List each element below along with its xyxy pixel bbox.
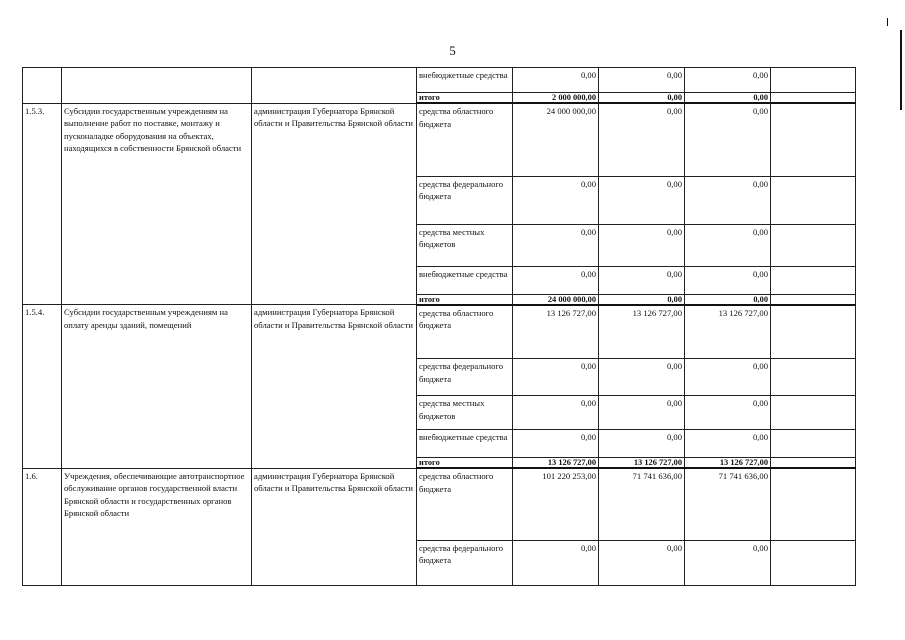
empty-cell — [771, 540, 856, 585]
executor-cell — [252, 68, 417, 104]
empty-cell — [771, 396, 856, 430]
total-amount: 13 126 727,00 — [599, 458, 685, 469]
amount-cell: 0,00 — [513, 430, 599, 458]
amount-cell: 71 741 636,00 — [599, 468, 685, 540]
amount-cell: 0,00 — [685, 224, 771, 266]
scan-margin-mark — [900, 30, 902, 110]
executor-cell: администрация Губернатора Брянской области и Правительства Брянской области — [252, 305, 417, 469]
amount-cell: 0,00 — [513, 224, 599, 266]
total-amount: 0,00 — [599, 93, 685, 104]
source-label: средства федерального бюджета — [417, 176, 513, 224]
description-cell: Субсидии государственным учреждениям на оплату аренды зданий, помещений — [62, 305, 252, 469]
source-label: средства областного бюджета — [417, 103, 513, 176]
code-cell — [23, 68, 62, 104]
amount-cell: 0,00 — [685, 103, 771, 176]
amount-cell: 101 220 253,00 — [513, 468, 599, 540]
amount-cell: 13 126 727,00 — [599, 305, 685, 359]
empty-cell — [771, 468, 856, 540]
amount-cell: 0,00 — [599, 540, 685, 585]
total-label: итого — [417, 294, 513, 305]
source-label: внебюджетные средства — [417, 266, 513, 294]
amount-cell: 13 126 727,00 — [513, 305, 599, 359]
amount-cell: 13 126 727,00 — [685, 305, 771, 359]
table-row — [23, 468, 856, 540]
amount-cell: 0,00 — [513, 359, 599, 396]
total-amount: 0,00 — [685, 93, 771, 104]
amount-cell: 0,00 — [599, 176, 685, 224]
empty-cell — [771, 93, 856, 104]
amount-cell: 0,00 — [685, 430, 771, 458]
description-cell: Учреждения, обеспечивающие автотранспортное обслуживание органов государственной власти Брянской области и государственных органов Брянской области — [62, 468, 252, 585]
amount-cell: 0,00 — [599, 396, 685, 430]
table-row — [23, 103, 856, 176]
amount-cell: 0,00 — [599, 359, 685, 396]
source-label: внебюджетные средства — [417, 68, 513, 93]
amount-cell: 0,00 — [599, 266, 685, 294]
code-cell: 1.6. — [23, 468, 62, 585]
budget-table — [22, 67, 856, 586]
amount-cell: 0,00 — [513, 396, 599, 430]
empty-cell — [771, 458, 856, 469]
total-amount: 0,00 — [599, 294, 685, 305]
empty-cell — [771, 176, 856, 224]
amount-cell: 0,00 — [685, 359, 771, 396]
amount-cell: 0,00 — [599, 68, 685, 93]
amount-cell: 0,00 — [685, 396, 771, 430]
amount-cell: 0,00 — [513, 266, 599, 294]
amount-cell: 0,00 — [599, 224, 685, 266]
amount-cell: 0,00 — [685, 540, 771, 585]
executor-cell: администрация Губернатора Брянской области и Правительства Брянской области — [252, 468, 417, 585]
amount-cell: 0,00 — [599, 103, 685, 176]
empty-cell — [771, 430, 856, 458]
description-cell — [62, 68, 252, 104]
source-label: внебюджетные средства — [417, 430, 513, 458]
amount-cell: 0,00 — [599, 430, 685, 458]
amount-cell: 24 000 000,00 — [513, 103, 599, 176]
source-label: средства федерального бюджета — [417, 540, 513, 585]
total-amount: 13 126 727,00 — [685, 458, 771, 469]
amount-cell: 0,00 — [685, 68, 771, 93]
empty-cell — [771, 294, 856, 305]
source-label: средства областного бюджета — [417, 305, 513, 359]
total-label: итого — [417, 93, 513, 104]
source-label: средства местных бюджетов — [417, 224, 513, 266]
scan-margin-mark-small — [887, 18, 888, 26]
empty-cell — [771, 305, 856, 359]
total-amount: 24 000 000,00 — [513, 294, 599, 305]
empty-cell — [771, 359, 856, 396]
total-amount: 13 126 727,00 — [513, 458, 599, 469]
total-amount: 2 000 000,00 — [513, 93, 599, 104]
table-row — [23, 305, 856, 359]
code-cell: 1.5.3. — [23, 103, 62, 305]
table-row — [23, 68, 856, 93]
amount-cell: 0,00 — [513, 540, 599, 585]
description-cell: Субсидии государственным учреждениям на выполнение работ по поставке, монтажу и пусконаладке оборудования на объектах, находящихся в собственности Брянской области — [62, 103, 252, 305]
total-amount: 0,00 — [685, 294, 771, 305]
executor-cell: администрация Губернатора Брянской области и Правительства Брянской области — [252, 103, 417, 305]
source-label: средства местных бюджетов — [417, 396, 513, 430]
total-label: итого — [417, 458, 513, 469]
empty-cell — [771, 68, 856, 93]
amount-cell: 0,00 — [513, 176, 599, 224]
source-label: средства федерального бюджета — [417, 359, 513, 396]
empty-cell — [771, 266, 856, 294]
amount-cell: 0,00 — [513, 68, 599, 93]
code-cell: 1.5.4. — [23, 305, 62, 469]
empty-cell — [771, 103, 856, 176]
amount-cell: 71 741 636,00 — [685, 468, 771, 540]
amount-cell: 0,00 — [685, 266, 771, 294]
page-number: 5 — [449, 43, 456, 58]
empty-cell — [771, 224, 856, 266]
source-label: средства областного бюджета — [417, 468, 513, 540]
amount-cell: 0,00 — [685, 176, 771, 224]
